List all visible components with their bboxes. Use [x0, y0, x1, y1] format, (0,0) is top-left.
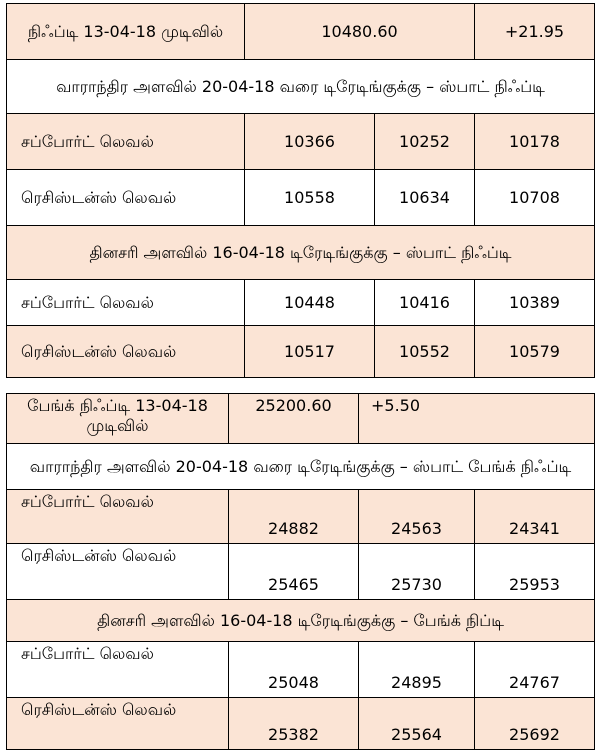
banknifty-weekly-header-row [7, 444, 595, 490]
banknifty-close-value: 25200.60 [229, 394, 359, 444]
nifty-close-value: 10480.60 [245, 4, 475, 60]
support-value-1: 24882 [229, 490, 359, 544]
banknifty-daily-resistance-row [7, 698, 595, 750]
support-value-2: 10416 [375, 280, 475, 326]
support-value-3: 10389 [475, 280, 595, 326]
nifty-levels-table [6, 3, 595, 378]
banknifty-close-change: +5.50 [359, 394, 595, 444]
resistance-value-3: 25692 [475, 698, 595, 750]
support-label: சப்போர்ட் லெவல் [7, 642, 229, 698]
resistance-label: ரெசிஸ்டன்ஸ் லெவல் [7, 544, 229, 600]
support-label: சப்போர்ட் லெவல் [7, 280, 245, 326]
banknifty-levels-table [6, 393, 595, 750]
resistance-value-1: 10517 [245, 326, 375, 378]
nifty-daily-support-row [7, 280, 595, 326]
resistance-label: ரெசிஸ்டன்ஸ் லெவல் [7, 698, 229, 750]
banknifty-daily-support-row [7, 642, 595, 698]
support-label: சப்போர்ட் லெவல் [7, 490, 229, 544]
resistance-value-2: 25564 [359, 698, 475, 750]
banknifty-close-label: பேங்க் நிஃப்டி 13-04-18 முடிவில் [7, 394, 229, 444]
support-value-2: 10252 [375, 114, 475, 170]
nifty-weekly-support-row [7, 114, 595, 170]
support-value-2: 24895 [359, 642, 475, 698]
nifty-weekly-title: வாராந்திர அளவில் 20-04-18 வரை டிரேடிங்குக்கு – ஸ்பாட் நிஃப்டி [7, 60, 595, 114]
support-value-1: 10448 [245, 280, 375, 326]
nifty-close-label: நிஃப்டி 13-04-18 முடிவில் [7, 4, 245, 60]
resistance-value-3: 25953 [475, 544, 595, 600]
banknifty-daily-title: தினசரி அளவில் 16-04-18 டிரேடிங்குக்கு – பேங்க் நிப்டி [7, 600, 595, 642]
resistance-value-2: 10634 [375, 170, 475, 226]
support-value-3: 24341 [475, 490, 595, 544]
nifty-close-change: +21.95 [475, 4, 595, 60]
resistance-value-1: 10558 [245, 170, 375, 226]
banknifty-daily-header-row [7, 600, 595, 642]
resistance-value-3: 10579 [475, 326, 595, 378]
banknifty-close-row [7, 394, 595, 444]
resistance-value-1: 25465 [229, 544, 359, 600]
nifty-close-row [7, 4, 595, 60]
nifty-weekly-resistance-row [7, 170, 595, 226]
support-label: சப்போர்ட் லெவல் [7, 114, 245, 170]
banknifty-weekly-support-row [7, 490, 595, 544]
nifty-daily-resistance-row [7, 326, 595, 378]
resistance-value-3: 10708 [475, 170, 595, 226]
nifty-daily-title: தினசரி அளவில் 16-04-18 டிரேடிங்குக்கு – ஸ்பாட் நிஃப்டி [7, 226, 595, 280]
support-value-3: 10178 [475, 114, 595, 170]
nifty-weekly-header-row [7, 60, 595, 114]
nifty-daily-header-row [7, 226, 595, 280]
resistance-label: ரெசிஸ்டன்ஸ் லெவல் [7, 170, 245, 226]
support-value-2: 24563 [359, 490, 475, 544]
banknifty-weekly-resistance-row [7, 544, 595, 600]
banknifty-weekly-title: வாராந்திர அளவில் 20-04-18 வரை டிரேடிங்குக்கு – ஸ்பாட் பேங்க் நிஃப்டி [7, 444, 595, 490]
support-value-1: 25048 [229, 642, 359, 698]
support-value-3: 24767 [475, 642, 595, 698]
resistance-value-2: 10552 [375, 326, 475, 378]
resistance-label: ரெசிஸ்டன்ஸ் லெவல் [7, 326, 245, 378]
resistance-value-1: 25382 [229, 698, 359, 750]
support-value-1: 10366 [245, 114, 375, 170]
resistance-value-2: 25730 [359, 544, 475, 600]
